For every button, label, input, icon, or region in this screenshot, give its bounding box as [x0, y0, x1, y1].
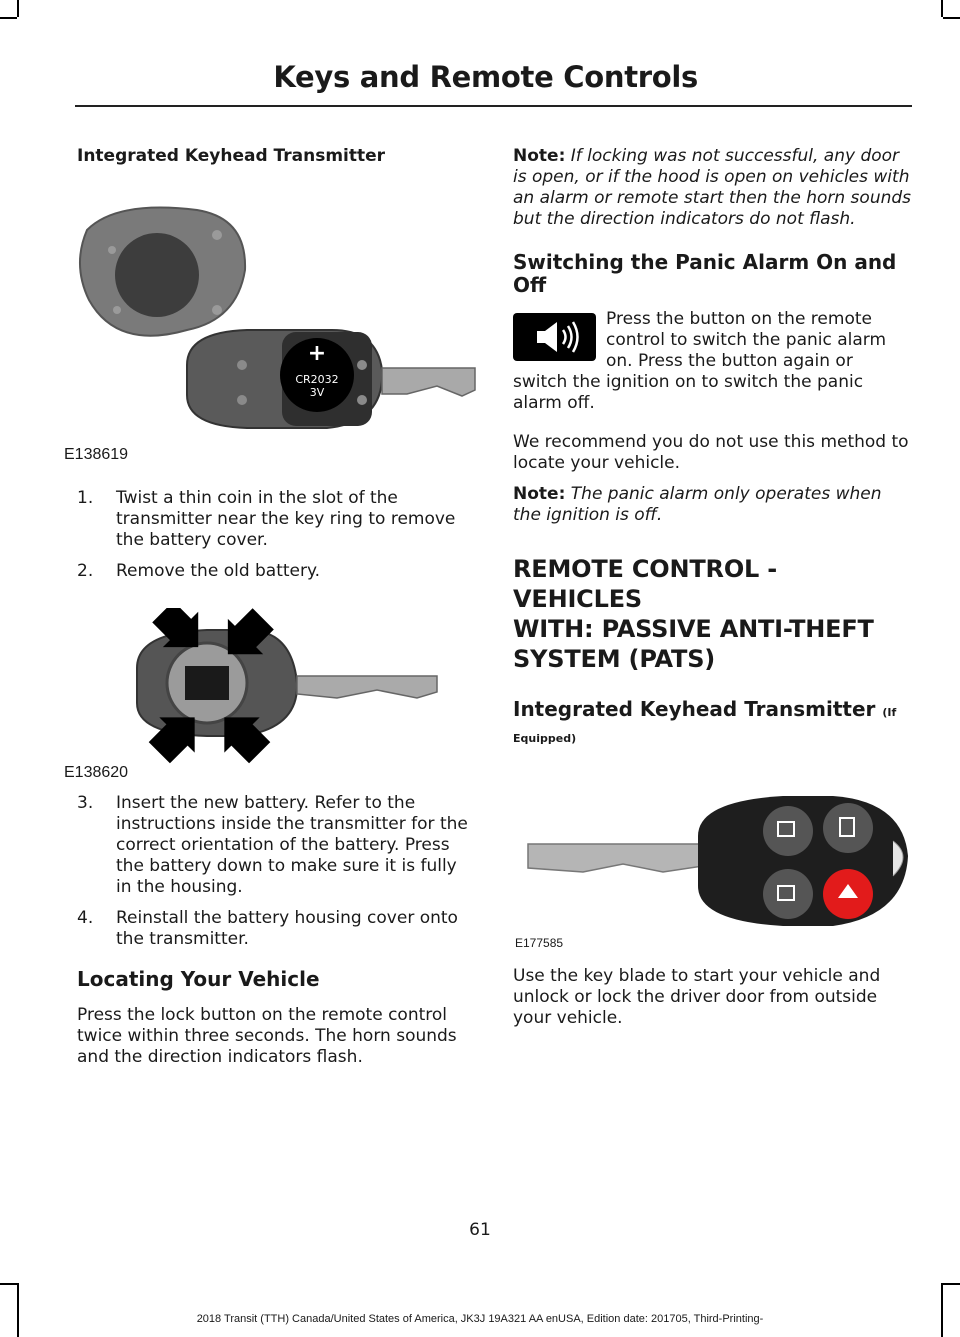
right-column	[513, 146, 911, 1029]
list-item: 3. Insert the new battery. Refer to the instructions inside the transmitter for the correct orientation of the battery. Press the battery down to make sure it is fully in the housing.	[77, 793, 468, 897]
note-label: Note:	[513, 484, 566, 504]
section-title: Integrated Keyhead Transmitter	[77, 146, 386, 166]
locating-text: Press the lock button on the remote control twice within three seconds. The horn sounds and the direction indicators flash.	[77, 1005, 457, 1067]
heading-line: SYSTEM (PATS)	[513, 645, 716, 673]
note-label: Note:	[513, 146, 566, 166]
figure-code: E177585	[515, 936, 564, 950]
section-heading-remote-pats	[513, 554, 911, 674]
heading-line: WITH: PASSIVE ANTI-THEFT	[513, 615, 874, 643]
battery-voltage-label: 3V	[309, 386, 325, 399]
locating-title: Locating Your Vehicle	[77, 967, 320, 991]
note-panic	[513, 484, 911, 526]
battery-removal-illustration	[77, 608, 477, 768]
figure-remove-battery	[64, 608, 477, 783]
page-number: 61	[469, 1220, 491, 1240]
figure-remote-key	[513, 786, 911, 966]
footer-text: 2018 Transit (TTH) Canada/United States of America, JK3J 19A321 AA enUSA, Edition date: 201705, Third-Printing-	[196, 1313, 764, 1325]
heading-line: REMOTE CONTROL - VEHICLES	[513, 555, 778, 613]
header-rule	[75, 105, 912, 107]
sub-heading-qualifier: (If	[882, 706, 897, 719]
recommend-text: We recommend you do not use this method to locate your vehicle.	[513, 432, 909, 473]
figure-battery-cover	[64, 190, 477, 463]
panic-text-lead: Press the button on the remote control to switch the panic alarm on. Press the button again or	[606, 309, 887, 371]
crop-mark-bottom-right	[941, 1283, 943, 1337]
panic-section	[513, 309, 911, 414]
note-text: The panic alarm only operates when the ignition is off.	[513, 484, 882, 525]
steps-list-a	[77, 488, 477, 582]
steps-list-b	[77, 793, 477, 950]
panic-title: Switching the Panic Alarm On and Off	[513, 250, 897, 297]
crop-mark-top-right	[941, 0, 943, 17]
panic-text-rest: switch the ignition on to switch the panic alarm off.	[513, 372, 864, 413]
note-text: If locking was not successful, any door is open, or if the hood is open on vehicles with an alarm or remote start then the horn sounds but the direction indicators do not flash.	[513, 146, 912, 229]
crop-mark-bottom-right-h	[943, 1283, 960, 1285]
remote-key-illustration	[513, 786, 911, 946]
page-title: Keys and Remote Controls	[273, 60, 698, 94]
list-item: 1. Twist a thin coin in the slot of the transmitter near the key ring to remove the battery cover.	[77, 488, 456, 550]
note-locking	[513, 146, 911, 230]
keyhead-battery-illustration	[77, 190, 477, 460]
crop-mark-bottom-left-h	[0, 1283, 17, 1285]
list-item: 2. Remove the old battery.	[77, 561, 321, 581]
left-column	[64, 146, 477, 1068]
battery-type-label: CR2032	[295, 373, 339, 386]
battery-plus-label: +	[307, 341, 327, 366]
figure-code: E138619	[64, 446, 129, 463]
list-item: 4. Reinstall the battery housing cover onto the transmitter.	[77, 908, 458, 949]
crop-mark-top-left	[17, 0, 19, 17]
horn-speaker-icon	[513, 313, 596, 361]
crop-mark-bottom-left	[17, 1283, 19, 1337]
crop-mark-top-right-h	[943, 17, 960, 19]
sub-heading-qualifier: Equipped)	[513, 732, 577, 745]
sub-heading: Integrated Keyhead Transmitter (If Equipped)	[513, 697, 897, 745]
key-blade-text: Use the key blade to start your vehicle and unlock or lock the driver door from outside your vehicle.	[513, 966, 881, 1028]
crop-mark-top-left-h	[0, 17, 17, 19]
figure-code: E138620	[64, 764, 129, 781]
